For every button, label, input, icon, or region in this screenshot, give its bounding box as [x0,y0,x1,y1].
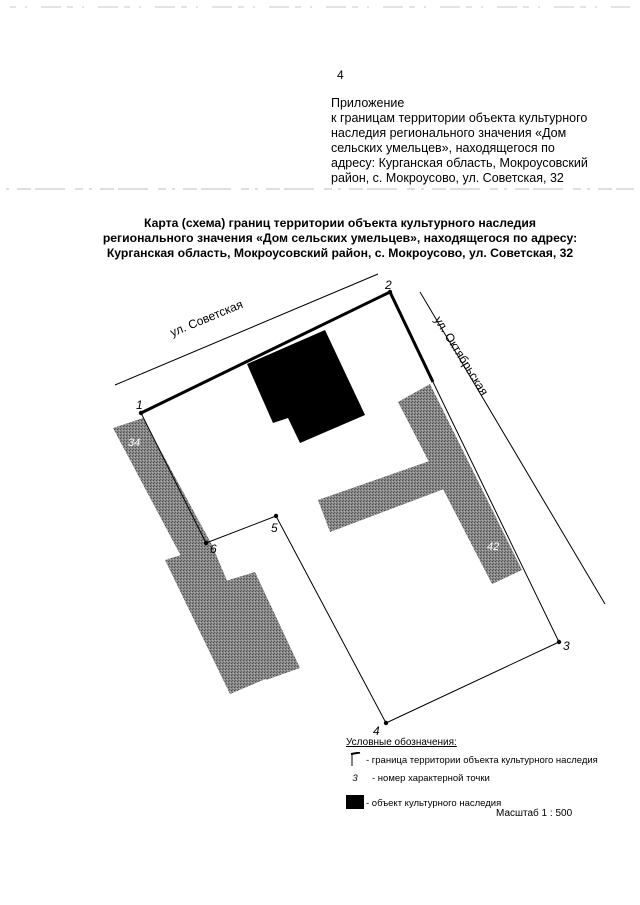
heritage-object-symbol-icon [346,795,364,812]
street-label-oktyabrskaya: ул. Октябрьская [431,313,492,399]
building-42-number: 42 [487,541,500,553]
boundary-3-4 [386,642,559,723]
legend-item-point [346,773,490,784]
street-label-sovetskaya: ул. Советская [168,297,245,340]
map-title-line: регионального значения «Дом сельских умельцев», находящегося по адресу: [102,231,578,245]
point-3-marker [557,640,561,644]
appendix-line: наследия регионального значения «Дом [331,126,567,140]
point-4-label: 4 [373,724,380,738]
legend-item-object [346,795,501,812]
legend-object-text: - объект культурного наследия [366,798,502,809]
heritage-object [247,330,365,443]
legend-boundary-text: - граница территории объекта культурного наследия [366,755,598,766]
map-title-line: Курганская область, Мокроусовский район, с. Мокроусово, ул. Советская, 32 [106,246,574,260]
point-5-marker [274,514,278,518]
boundary-symbol-icon [346,752,364,769]
point-3-label: 3 [563,639,570,653]
legend-item-boundary [346,752,598,769]
legend-heading: Условные обозначения: [346,737,457,748]
legend-point-text: - номер характерной точки [372,773,490,784]
boundary-2-3 [390,292,433,382]
point-number-symbol: 3 [352,773,358,784]
point-1-label: 1 [136,398,143,412]
appendix-line: адресу: Курганская область, Мокроусовский [331,156,588,170]
point-6-label: 6 [210,542,217,556]
point-6-marker [204,541,208,545]
map-title-line: Карта (схема) границ территории объекта культурного наследия [144,216,536,230]
building-east-wing [318,458,452,532]
boundary-4-5 [276,516,386,723]
map-scale: Масштаб 1 : 500 [496,808,573,819]
page-number: 4 [337,68,344,82]
appendix-line: Приложение [331,96,405,110]
appendix-line: сельских умельцев», находящегося по [331,141,555,155]
point-2-label: 2 [385,278,392,292]
boundary-5-6 [206,516,276,543]
point-4-marker [384,721,388,725]
appendix-line: район, с. Мокроусово, ул. Советская, 32 [331,171,564,185]
appendix-line: к границам территории объекта культурного [331,111,588,125]
point-5-label: 5 [271,521,278,535]
building-34-number: 34 [128,437,141,449]
